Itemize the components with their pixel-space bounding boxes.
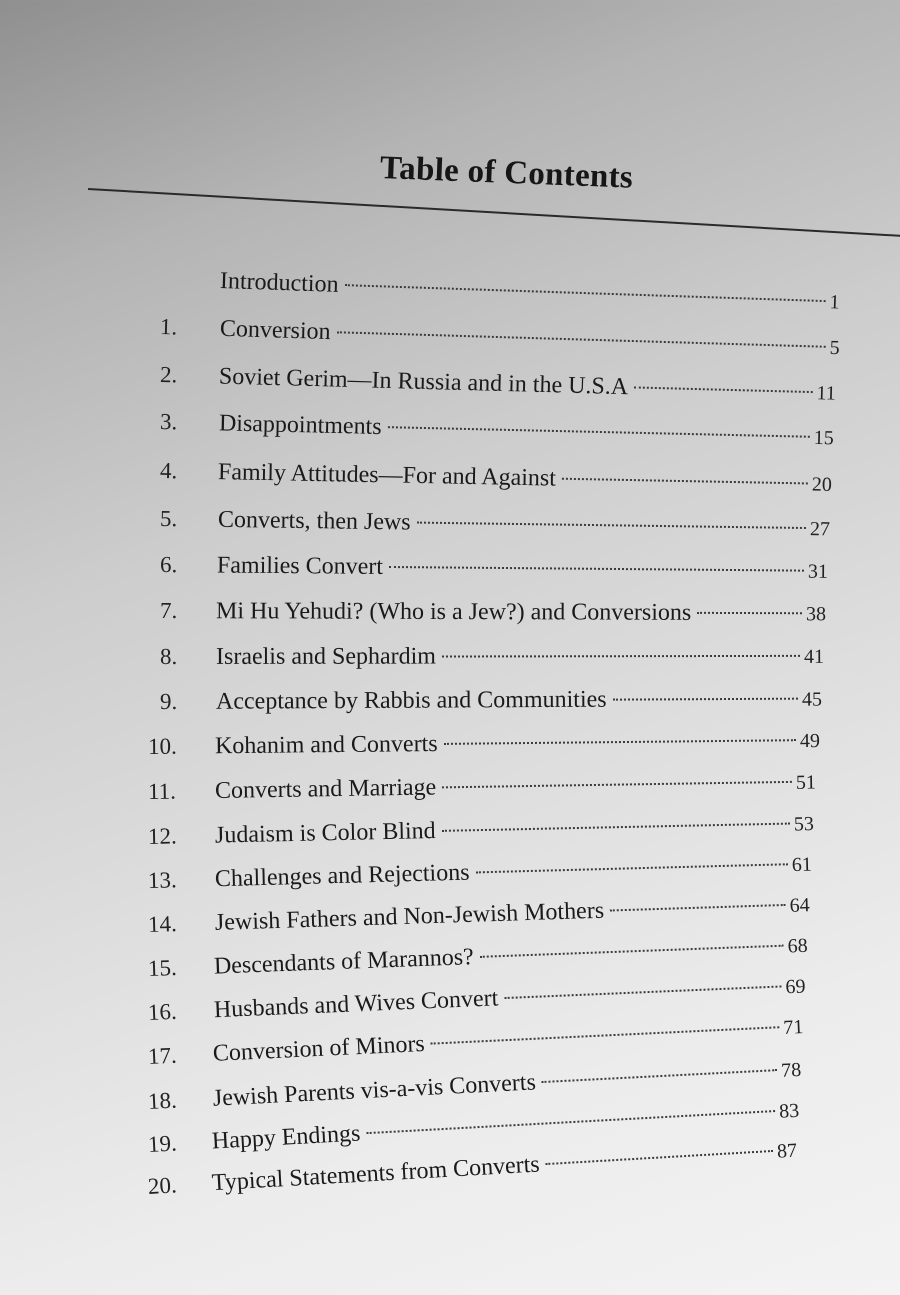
chapter-number: 9. — [159, 688, 178, 714]
chapter-number: 14. — [147, 911, 178, 937]
chapter-title: Conversion of Minors — [212, 1030, 426, 1067]
chapter-number: 17. — [147, 1042, 178, 1069]
toc-entry — [159, 262, 840, 319]
toc-entry — [159, 310, 840, 364]
chapter-title: Acceptance by Rabbis and Communities — [215, 686, 607, 715]
chapter-number: 2. — [159, 362, 178, 388]
dot-leader — [442, 781, 792, 788]
dot-leader — [562, 478, 808, 485]
toc-entry — [160, 502, 830, 545]
page-number: 53 — [793, 813, 815, 836]
toc-entry — [160, 405, 835, 454]
page-number: 27 — [809, 518, 831, 541]
dot-leader — [546, 1150, 773, 1165]
chapter-title: Israelis and Sephardim — [215, 643, 436, 670]
chapter-title: Converts and Marriage — [214, 774, 437, 804]
page-number: 45 — [801, 688, 823, 711]
dot-leader — [634, 386, 812, 393]
dot-leader — [337, 331, 826, 348]
toc-entry — [160, 358, 837, 410]
chapter-title: Jewish Parents vis-a-vis Converts — [212, 1069, 537, 1112]
chapter-title: Jewish Fathers and Non-Jewish Mothers — [214, 897, 605, 936]
page-number: 31 — [807, 560, 829, 583]
chapter-title: Judaism is Color Blind — [214, 817, 436, 849]
page-number: 20 — [811, 473, 833, 496]
chapter-number: 5. — [159, 506, 178, 532]
chapter-title: Introduction — [219, 267, 339, 298]
page-number: 61 — [791, 853, 813, 877]
page-number: 1 — [829, 291, 840, 314]
chapter-number: 18. — [147, 1087, 178, 1114]
chapter-title: Descendants of Marannos? — [213, 944, 475, 980]
dot-leader — [442, 823, 790, 832]
chapter-number: 6. — [159, 552, 178, 578]
dot-leader — [480, 945, 784, 958]
page-number: 71 — [782, 1016, 804, 1040]
dot-leader — [388, 426, 810, 438]
toc-entry — [148, 765, 816, 809]
page-number: 51 — [795, 771, 817, 794]
page-number: 69 — [785, 975, 806, 999]
toc-entry — [160, 639, 824, 674]
toc-entry — [160, 682, 822, 719]
chapter-number: 15. — [147, 954, 178, 981]
chapter-number: 3. — [159, 409, 178, 435]
page-title: Table of Contents — [379, 150, 634, 196]
dot-leader — [542, 1069, 778, 1083]
chapter-number: 13. — [147, 867, 178, 893]
dot-leader — [610, 904, 786, 912]
chapter-number: 12. — [147, 823, 177, 849]
page-number: 49 — [799, 729, 821, 753]
page-number: 15 — [813, 426, 835, 450]
page-number: 83 — [778, 1099, 800, 1123]
chapter-title: Challenges and Rejections — [214, 859, 470, 893]
chapter-number: 1. — [159, 314, 178, 340]
page-number: 68 — [787, 934, 808, 958]
chapter-number: 20. — [147, 1172, 178, 1199]
chapter-title: Family Attitudes—For and Against — [217, 459, 557, 492]
chapter-number: 19. — [147, 1130, 178, 1157]
dot-leader — [697, 612, 802, 614]
toc-entry — [160, 548, 828, 588]
chapter-number: 4. — [159, 458, 178, 484]
page-number: 5 — [829, 336, 840, 360]
chapter-title: Converts, then Jews — [217, 506, 411, 536]
dot-leader — [444, 739, 796, 745]
chapter-number: 10. — [147, 733, 177, 759]
page-number: 11 — [816, 382, 837, 405]
dot-leader — [431, 1026, 780, 1044]
title-rule — [88, 188, 900, 238]
chapter-number: 8. — [159, 643, 178, 669]
dot-leader — [417, 522, 806, 529]
toc-entry — [160, 454, 833, 501]
chapter-title: Happy Endings — [211, 1120, 362, 1155]
dot-leader — [345, 284, 826, 302]
chapter-number: 16. — [147, 998, 178, 1025]
toc-entry — [160, 594, 826, 630]
chapter-title: Families Convert — [216, 552, 384, 580]
chapter-number: 7. — [159, 598, 178, 624]
dot-leader — [442, 655, 800, 658]
page-number: 64 — [789, 894, 811, 917]
chapter-title: Soviet Gerim—In Russia and in the U.S.A — [218, 363, 629, 401]
chapter-title: Husbands and Wives Convert — [213, 985, 499, 1024]
chapter-title: Typical Statements from Converts — [211, 1151, 541, 1197]
dot-leader — [475, 863, 787, 873]
page-number: 87 — [776, 1139, 798, 1163]
page-number: 38 — [805, 603, 827, 626]
chapter-number: 11. — [147, 778, 177, 804]
chapter-title: Disappointments — [218, 410, 382, 441]
chapter-title: Mi Hu Yehudi? (Who is a Jew?) and Conversions — [215, 598, 692, 626]
chapter-title: Kohanim and Converts — [214, 730, 438, 760]
dot-leader — [504, 985, 781, 999]
page-number: 78 — [780, 1058, 802, 1082]
dot-leader — [389, 566, 804, 572]
toc-entry — [148, 806, 815, 854]
dot-leader — [366, 1110, 775, 1134]
toc-entry — [148, 723, 820, 764]
chapter-title: Conversion — [219, 315, 331, 346]
page-number: 41 — [803, 645, 825, 668]
dot-leader — [613, 698, 798, 701]
